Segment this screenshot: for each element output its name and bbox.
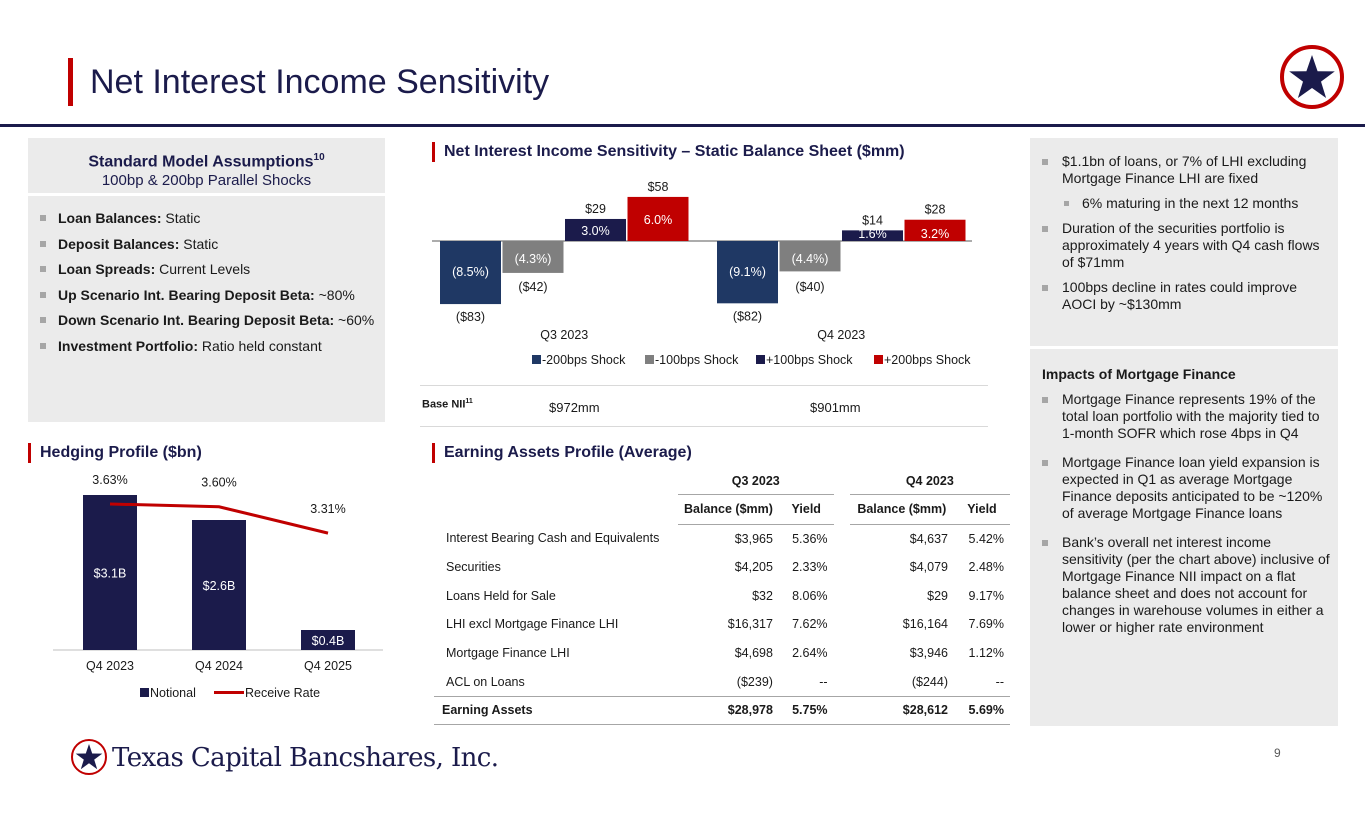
list-item: 6% maturing in the next 12 months	[1042, 195, 1332, 212]
list-item: Loan Balances: Static	[40, 208, 374, 234]
notional-bar-label: $3.1B	[93, 566, 127, 581]
nii-sensitivity-chart	[420, 172, 990, 372]
hedging-section-title: Hedging Profile ($bn)	[28, 443, 202, 463]
column-header-yield: Yield	[954, 494, 1010, 524]
base-nii-row	[420, 385, 988, 427]
company-name: Texas Capital Bancshares, Inc.	[112, 743, 499, 773]
receive-rate-label: 3.63%	[92, 473, 128, 487]
legend-label: Receive Rate	[245, 686, 321, 700]
page-number: 9	[1274, 746, 1281, 760]
receive-rate-label: 3.31%	[310, 502, 346, 517]
table-row: Mortgage Finance LHI $4,698 2.64% $3,946 1.12%	[446, 646, 1004, 661]
list-item: Down Scenario Int. Bearing Deposit Beta: ~60%	[40, 310, 374, 336]
base-nii-label: Base NII$^{11}$	[422, 398, 473, 411]
assumptions-header	[28, 138, 385, 196]
column-header-yield: Yield	[779, 494, 834, 524]
category-label: Q4 2024	[195, 659, 243, 673]
table-row: Loans Held for Sale $32 8.06% $29 9.17%	[446, 588, 1004, 603]
table-total-row: Earning Assets $28,978 5.75% $28,612 5.69%	[434, 696, 1010, 725]
legend-swatch	[874, 355, 883, 364]
legend-label: +100bps Shock	[766, 353, 853, 367]
legend-label: -200bps Shock	[542, 353, 626, 367]
bar-value-label: $58	[647, 179, 669, 194]
assumptions-panel	[28, 138, 385, 422]
loan-portfolio-notes-panel	[1030, 138, 1338, 346]
assumptions-list	[40, 208, 374, 361]
list-item: Up Scenario Int. Bearing Deposit Beta: ~80%	[40, 285, 374, 311]
period-header-q3: Q3 2023	[678, 468, 834, 494]
column-header-balance: Balance ($mm)	[850, 494, 954, 524]
list-item: Mortgage Finance represents 19% of the total loan portfolio with the majority tied to 1-month SOFR which rose 4bps in Q4	[1042, 391, 1332, 442]
bar-pct-label: (4.3%)	[514, 252, 552, 266]
list-item: Loan Spreads: Current Levels	[40, 259, 374, 285]
bar-pct-label: (9.1%)	[729, 265, 766, 279]
period-header-q4: Q4 2023	[850, 468, 1010, 494]
page-title: Net Interest Income Sensitivity	[90, 63, 550, 101]
company-star-icon	[70, 738, 108, 776]
legend-swatch	[645, 355, 654, 364]
bar-value-label: ($42)	[518, 280, 548, 294]
bar-pct-label: 6.0%	[643, 212, 673, 227]
legend-swatch	[532, 355, 541, 364]
title-accent-bar	[68, 58, 73, 106]
notional-bar-label: $2.6B	[202, 579, 236, 593]
list-item: $1.1bn of loans, or 7% of LHI excluding Mortgage Finance LHI are fixed	[1042, 153, 1332, 187]
bar-value-label: ($40)	[795, 280, 825, 294]
earning-assets-section-title: Earning Assets Profile (Average)	[432, 443, 692, 463]
mortgage-finance-title: Impacts of Mortgage Finance	[1042, 366, 1236, 382]
loan-notes-list	[1042, 153, 1332, 321]
notional-bar-label: $0.4B	[311, 634, 345, 648]
hedging-profile-chart	[28, 468, 398, 708]
bar-pct-label: 3.0%	[581, 223, 610, 238]
earning-assets-table	[434, 468, 1010, 725]
list-item: Duration of the securities portfolio is approximately 4 years with Q4 cash flows of $71mm	[1042, 220, 1332, 271]
list-item: Investment Portfolio: Ratio held constant	[40, 336, 374, 362]
mortgage-finance-list	[1042, 391, 1332, 648]
receive-rate-label: 3.60%	[201, 475, 237, 490]
bar-pct-label: 1.6%	[858, 227, 887, 241]
legend-label: Notional	[150, 686, 196, 700]
legend-swatch	[756, 355, 765, 364]
base-nii-q3-value: $972mm	[549, 400, 600, 415]
category-label: Q4 2023	[817, 328, 866, 342]
bar-pct-label: 3.2%	[920, 227, 950, 241]
list-item: 100bps decline in rates could improve AOCI by ~$130mm	[1042, 279, 1332, 313]
table-row: Securities $4,205 2.33% $4,079 2.48%	[446, 560, 1004, 575]
category-label: Q4 2025	[304, 659, 352, 673]
list-item: Mortgage Finance loan yield expansion is expected in Q1 as average Mortgage Finance deposits anticipated to be ~120% of average Mortgage Finance loans	[1042, 454, 1332, 522]
assumptions-title: Standard Model Assumptions$^{10}$	[88, 152, 325, 171]
bar-pct-label: (4.4%)	[791, 252, 829, 266]
list-item: Bank’s overall net interest income sensitivity (per the chart above) inclusive of Mortgage Finance NII impact on a flat balance sheet and does not account for changes in warehouse volumes in either a lower or higher rate environment	[1042, 534, 1332, 636]
legend-label: -100bps Shock	[655, 353, 739, 367]
nii-section-title: Net Interest Income Sensitivity – Static Balance Sheet ($mm)	[432, 142, 905, 162]
bar-value-label: $14	[862, 213, 883, 228]
bar-value-label: $29	[585, 201, 606, 216]
category-label: Q4 2023	[86, 659, 134, 673]
legend-label: +200bps Shock	[884, 353, 971, 367]
column-header-balance: Balance ($mm)	[678, 494, 779, 524]
table-row: ACL on Loans ($239) -- ($244) --	[446, 674, 1004, 689]
table-row: Interest Bearing Cash and Equivalents $3,965 5.36% $4,637 5.42%	[446, 531, 1004, 546]
bar-value-label: $28	[924, 202, 946, 217]
table-row: LHI excl Mortgage Finance LHI $16,317 7.62% $16,164 7.69%	[446, 617, 1004, 632]
legend-swatch	[140, 688, 149, 697]
category-label: Q3 2023	[540, 328, 589, 342]
bar-value-label: ($82)	[732, 309, 763, 324]
bar-value-label: ($83)	[455, 310, 486, 325]
bar-pct-label: (8.5%)	[452, 265, 489, 279]
list-item: Deposit Balances: Static	[40, 234, 374, 260]
star-logo-icon	[1279, 44, 1345, 110]
base-nii-q4-value: $901mm	[810, 400, 861, 415]
mortgage-finance-panel	[1030, 349, 1338, 726]
assumptions-subtitle: 100bp & 200bp Parallel Shocks	[101, 172, 312, 190]
header-divider	[0, 124, 1365, 127]
